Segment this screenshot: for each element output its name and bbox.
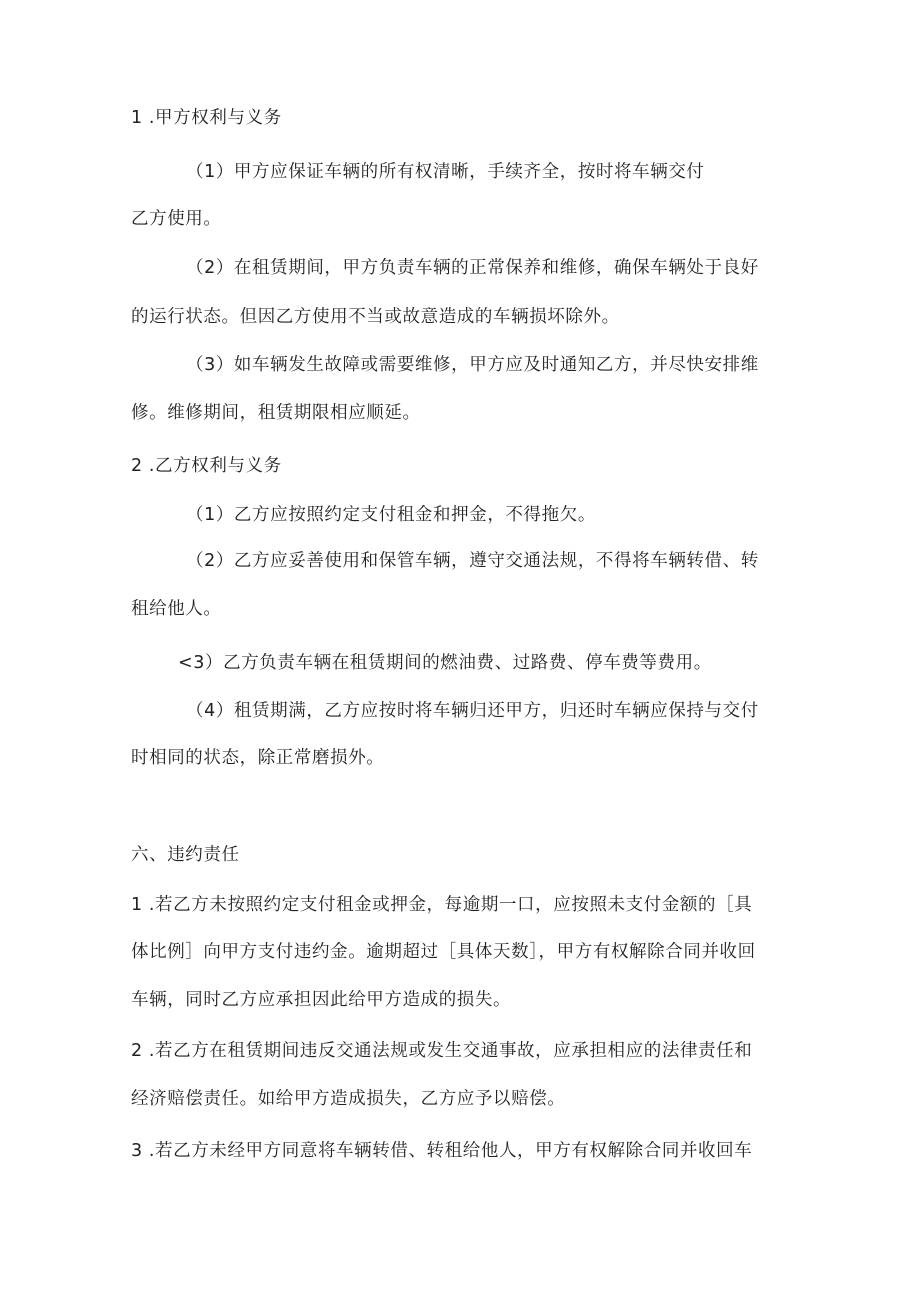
party-b-item-4-line-1: （4）租赁期满，乙方应按时将车辆归还甲方，归还时车辆应保持与交付 — [186, 701, 759, 721]
party-b-item-3-line-1: <3）乙方负责车辆在租赁期间的燃油费、过路费、停车费等费用。 — [178, 653, 712, 673]
breach-clause-2-line-1: 2 .若乙方在租赁期间违反交通法规或发生交通事故，应承担相应的法律责任和 — [131, 1041, 753, 1061]
breach-clause-2-line-2: 经济赔偿责任。如给甲方造成损失，乙方应予以赔偿。 — [131, 1089, 566, 1109]
breach-clause-1-line-1: 1 .若乙方未按照约定支付租金或押金，每逾期一口，应按照未支付金额的［具 — [131, 895, 753, 915]
party-b-item-2-line-1: （2）乙方应妥善使用和保管车辆，遵守交通法规，不得将车辆转借、转 — [186, 551, 759, 571]
section-6-title: 六、违约责任 — [131, 845, 240, 865]
party-b-item-4-line-2: 时相同的状态，除正常磨损外。 — [131, 748, 385, 768]
breach-clause-3-line-1: 3 .若乙方未经甲方同意将车辆转借、转租给他人，甲方有权解除合同并收回车 — [131, 1141, 753, 1161]
party-b-item-2-line-2: 租给他人。 — [131, 599, 222, 619]
party-b-item-1-line-1: （1）乙方应按照约定支付租金和押金，不得拖欠。 — [186, 505, 596, 525]
party-a-item-3-line-2: 修。维修期间，租赁期限相应顺延。 — [131, 403, 421, 423]
party-a-item-1-line-1: （1）甲方应保证车辆的所有权清晰，手续齐全，按时将车辆交付 — [186, 162, 705, 182]
party-a-item-2-line-2: 的运行状态。但因乙方使用不当或故意造成的车辆损坏除外。 — [131, 307, 620, 327]
party-a-item-1-line-2: 乙方使用。 — [131, 209, 222, 229]
breach-clause-1-line-2: 体比例］向甲方支付违约金。逾期超过［具体天数］，甲方有权解除合同并收回 — [131, 942, 756, 962]
party-a-heading: 1 .甲方权利与义务 — [131, 108, 282, 128]
party-a-item-2-line-1: （2）在租赁期间，甲方负责车辆的正常保养和维修，确保车辆处于良好 — [186, 258, 759, 278]
party-b-heading: 2 .乙方权利与义务 — [131, 456, 282, 476]
party-a-item-3-line-1: （3）如车辆发生故障或需要维修，甲方应及时通知乙方，并尽快安排维 — [186, 355, 759, 375]
breach-clause-1-line-3: 车辆，同时乙方应承担因此给甲方造成的损失。 — [131, 990, 512, 1010]
